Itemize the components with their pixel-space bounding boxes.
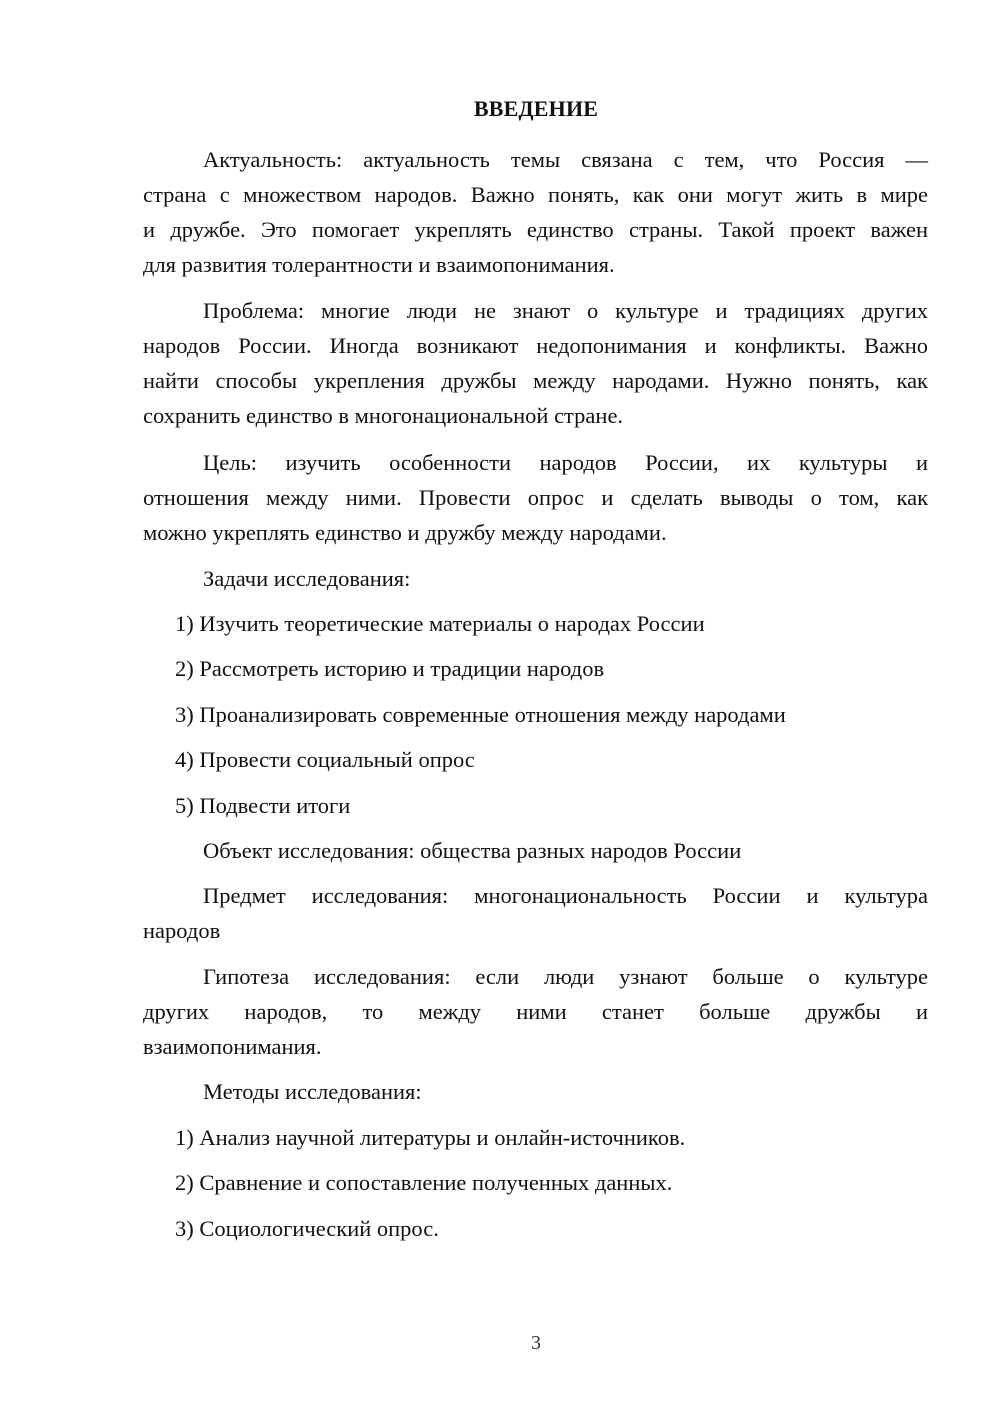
hypothesis-line: Гипотеза исследования: если люди узнают больше о культуре — [203, 964, 928, 989]
relevance-line: страна с множеством народов. Важно понять, как они могут жить в мире — [143, 182, 928, 207]
method-item: 2) Сравнение и сопоставление полученных данных. — [175, 1170, 673, 1195]
subject-line: народов — [143, 918, 221, 943]
subject-paragraph — [143, 878, 928, 948]
relevance-line: для развития толерантности и взаимопонимания. — [143, 252, 615, 277]
problem-paragraph — [143, 293, 928, 433]
task-item: 1) Изучить теоретические материалы о народах России — [175, 611, 705, 636]
relevance-line: Актуальность: актуальность темы связана с тем, что Россия — — [203, 147, 928, 172]
problem-line: Проблема: многие люди не знают о культуре и традициях других — [203, 298, 928, 323]
task-item: 4) Провести социальный опрос — [175, 747, 475, 772]
object-paragraph: Объект исследования: общества разных народов России — [203, 838, 742, 863]
hypothesis-line: других народов, то между ними станет больше дружбы и — [143, 999, 928, 1024]
hypothesis-line: взаимопонимания. — [143, 1034, 322, 1059]
goal-paragraph — [143, 445, 928, 550]
section-heading: ВВЕДЕНИЕ — [473, 96, 599, 121]
relevance-line: и дружбе. Это помогает укреплять единство страны. Такой проект важен — [143, 217, 928, 242]
goal-line: можно укреплять единство и дружбу между народами. — [143, 520, 667, 545]
goal-line: отношения между ними. Провести опрос и сделать выводы о том, как — [143, 485, 928, 510]
tasks-title: Задачи исследования: — [203, 566, 411, 591]
problem-line: найти способы укрепления дружбы между народами. Нужно понять, как — [143, 368, 928, 393]
subject-line: Предмет исследования: многонациональность России и культура — [203, 883, 928, 908]
hypothesis-paragraph — [143, 959, 928, 1064]
relevance-paragraph — [143, 142, 928, 282]
methods-title: Методы исследования: — [203, 1079, 422, 1104]
task-item: 2) Рассмотреть историю и традиции народов — [175, 656, 605, 681]
method-item: 1) Анализ научной литературы и онлайн-источников. — [175, 1125, 686, 1150]
task-item: 3) Проанализировать современные отношения между народами — [175, 702, 786, 727]
goal-line: Цель: изучить особенности народов России, их культуры и — [203, 450, 928, 475]
problem-line: сохранить единство в многонациональной стране. — [143, 403, 624, 428]
method-item: 3) Социологический опрос. — [175, 1216, 439, 1241]
problem-line: народов России. Иногда возникают недопонимания и конфликты. Важно — [143, 333, 928, 358]
task-item: 5) Подвести итоги — [175, 793, 351, 818]
page-number: 3 — [531, 1332, 541, 1354]
